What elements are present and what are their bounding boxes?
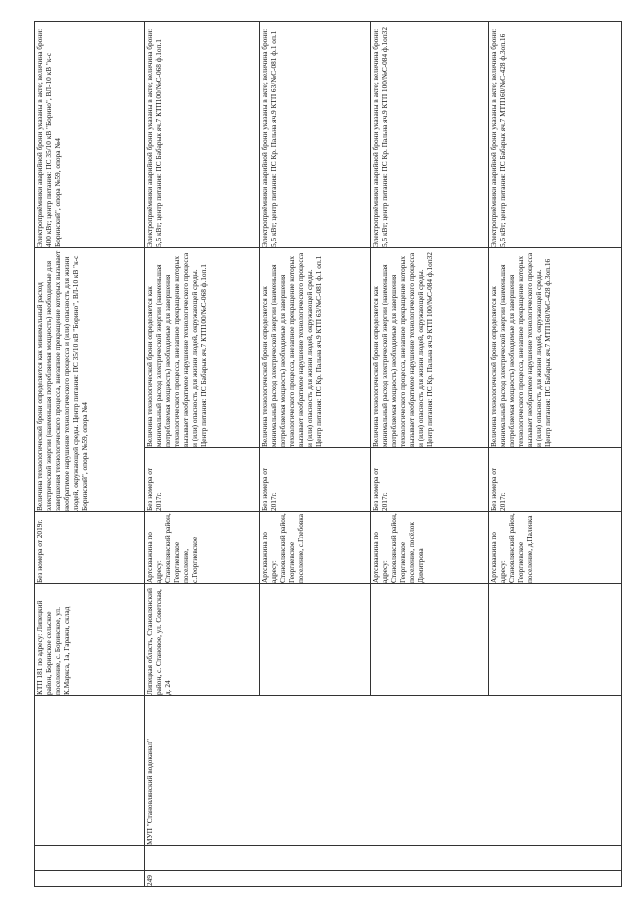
table-cell-location (145, 583, 185, 695)
table-cell-organization (145, 695, 185, 845)
cell-text: Без номера от 2017г. (371, 466, 389, 511)
table-line (34, 886, 622, 887)
cell-text: Артскважина по адресу: Становлянский район, Георгиевское поселение, с.Георгиевское (145, 511, 199, 583)
table-cell-period (145, 447, 259, 511)
table-line (144, 447, 621, 448)
cell-text: Электроприёмники аварийной брони указаны в акте; величина брони: 5,5 кВт; центр питания: ПС Кр. Пальна яч.9 КТП 63/№С-081 ф.1 оп.1 (260, 27, 278, 247)
cell-text: Без номера от 2017г. (489, 466, 507, 511)
cell-text: Артскважина по адресу: Становлянский район, Георгиевское поселение, посёлок Димитрова (371, 511, 425, 583)
cell-text: Без номера от 2017г. (260, 466, 278, 511)
table-cell-address (260, 511, 370, 583)
table-cell-tech-reserve (371, 247, 488, 447)
cell-text: Артскважина по адресу: Становлянский район, Георгиевское поселение, с.Глебовка (260, 511, 305, 583)
cell-text: КТП 181 по адресу: Липецкий район, Боринское сельское поселение, с. Боринское, ул. К.Маркса, 1а, Гаражи, склад (35, 598, 71, 695)
cell-text: Величина технологической брони определяется как минимальный расход электрической энергии (наименьшая потребляемая мощность) необходимые для завершения технологического процесса, внезапное прекращение которых вызывает необратимое нарушение технологического процесса и (или) опасность для жизни людей, окружающей среды. Центр питания: ПС Кр. Пальна яч.9 КТП 63/№С-081 ф.1 оп.1 (260, 251, 323, 447)
table-cell-tech-reserve (145, 247, 259, 447)
table-line (34, 870, 622, 871)
cell-text: Величина технологической брони определяется как минимальный расход электрической энергии (наименьшая потребляемая мощность) необходимые для завершения технологического процесса, внезапное прекращение которых вызывает необратимое нарушение технологического процесса и (или) опасность для жизни людей, окружающей среды. Центр питания: ПС Кр. Пальна яч.9 КТП 100/№С-084 ф.1оп32 (371, 251, 434, 447)
cell-text: Артскважина по адресу: Становлянский район, Георгиевское поселение, д.Паленка (489, 511, 534, 583)
table-cell-tech-reserve (260, 247, 370, 447)
table-cell-address (489, 511, 621, 583)
row-number: 249 (145, 875, 154, 886)
table-cell-period (260, 447, 370, 511)
table-cell-address (35, 583, 144, 695)
table-cell-period (371, 447, 488, 511)
cell-text: Величина технологической брони определяется как минимальный расход электрической энергии (наименьшая потребляемая мощность) необходимые для завершения технологического процесса, внезапное прекращение которых вызывает необратимое нарушение технологического процесса и (или) опасность для жизни людей, окружающей среды. Центр питания: ПС Бабарык яч.7 МТП160/№С-428 ф.3оп.16 (489, 251, 552, 447)
table-cell-emergency-reserve (489, 21, 621, 247)
table-cell-period (35, 511, 144, 583)
table-cell-tech-reserve (489, 247, 621, 447)
cell-text: Электроприёмники аварийной брони указаны в акте; величина брони: 400 кВт; центр питания: ПС 35/10 кВ "Борино", ВЛ-10 кВ "к-с Боринский", опора №59, опора №4 (35, 27, 62, 247)
organization-address: Липецкая область, Становлянский район, с. Становое, ул. Советская, д. 24 (145, 586, 172, 695)
cell-text: Электроприёмники аварийной брони указаны в акте; величина брони: 5,5 кВт; центр питания: ПС Кр. Пальна яч.9 КТП 100/№С-084 ф.1оп32 (371, 27, 389, 247)
cell-text: Электроприёмники аварийной брони указаны в акте; величина брони: 5,5 кВт; центр питания: ПС Бабарык яч.7 МТП160/№С-428 ф.3оп.16 (489, 27, 507, 247)
table-cell-emergency-reserve (371, 21, 488, 247)
table-cell-address (145, 511, 259, 583)
table-cell-period (489, 447, 621, 511)
table-line (34, 695, 622, 696)
table-line (34, 845, 622, 846)
cell-text: Величина технологической брони определяется как минимальный расход электрической энергии (наименьшая потребляемая мощность) необходимые для завершения технологического процесса, внезапное прекращение которых вызывает необратимое нарушение технологического процесса и (или) опасность для жизни людей, окружающей среды. Центр питания: ПС Бабарык яч.7 КТП100/№С-068 ф.1оп.1 (145, 251, 208, 447)
organization-name: МУП "Становлянский водоканал" (145, 739, 154, 845)
table-cell-tech-reserve (35, 247, 144, 511)
cell-text: Без номера от 2017г. (145, 466, 163, 511)
table-cell-address (371, 511, 488, 583)
table-cell-emergency-reserve (35, 21, 144, 247)
cell-text: Величина технологической брони определяется как минимальный расход электрической энергии (наименьшая потребляемая мощность) необходимые для завершения технологического процесса, внезапное прекращение которых вызывает необратимое нарушение технологического процесса и (или) опасность для жизни людей, окружающей среды. Центр питания: ПС 35/10 кВ "Борино", ВЛ-10 кВ "к-с Боринский", опора №59, опора №4 (35, 248, 89, 511)
cell-text: Без номера от 2019г. (35, 519, 44, 583)
table-cell-emergency-reserve (145, 21, 259, 247)
table-line (621, 21, 622, 886)
table-cell-number (145, 870, 185, 886)
cell-text: Электроприёмники аварийной брони указаны в акте; величина брони: 5,5 кВт; центр питания: ПС Бабарык яч.7 КТП100/№С-068 ф.1оп.1 (145, 27, 163, 247)
table-cell-emergency-reserve (260, 21, 370, 247)
